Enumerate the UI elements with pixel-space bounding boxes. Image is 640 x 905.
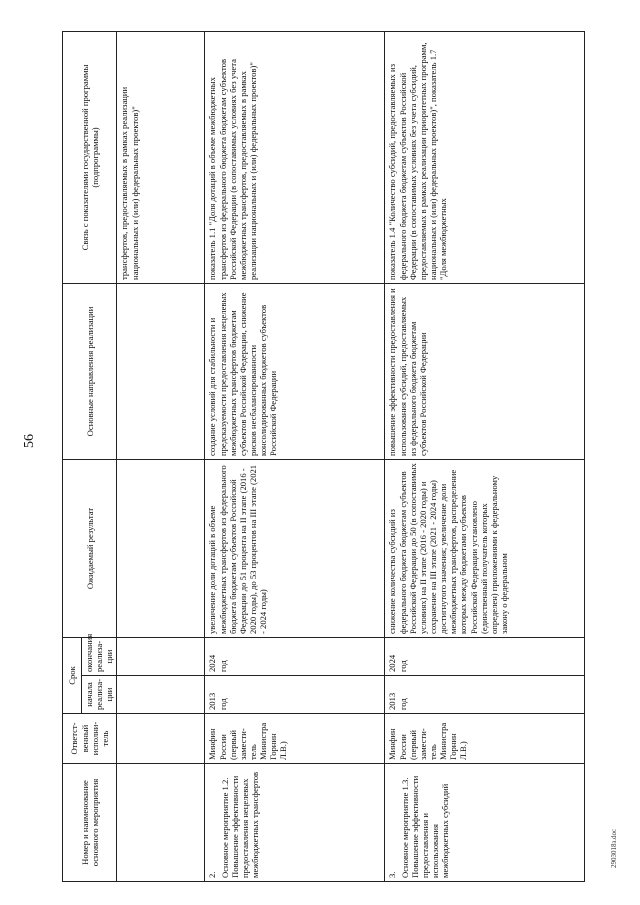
cell-link: трансфертов, предоставляемых в рамках реализации национальных и (или) федеральных проектов)" [117, 31, 205, 283]
rotated-table-container [62, 32, 606, 882]
header-responsible: Ответст-венный исполни-тель [63, 714, 117, 764]
activity-name: Основное мероприятие 1.3. Повышение эффективности предоставления и использования межбюджетных субсидий [399, 775, 451, 878]
table-row-continuation [117, 31, 205, 881]
header-directions: Основные направления реализации [63, 283, 117, 459]
cell-directions: создание условий для стабильности и предсказуемости предоставления нецелевых межбюджетных трансфертов бюджетам субъектов Российской Федерации, снижение рисков несбалансированности консолидированных бюджетов субъектов Российской Федерации [205, 283, 385, 459]
page-number-text: 56 [22, 434, 37, 448]
header-term: Срок [63, 637, 82, 713]
cell-empty [117, 714, 205, 764]
cell-number-name [205, 764, 385, 882]
activities-table [62, 31, 585, 882]
cell-link: показатель 1.1 "Доля дотаций в объеме межбюджетных трансфертов из федерального бюджета бюджетам субъектов Российской Федерации (в сопоставимых условиях без учета межбюджетных трансфертов, предоставляемых в рамках реализации национальных и (или) федеральных проектов)" [205, 31, 385, 283]
cell-empty [117, 764, 205, 882]
cell-empty [117, 676, 205, 714]
header-term-end: окончания реализа-ции [82, 637, 117, 675]
cell-result: увеличение доли дотаций в объеме межбюджетных трансфертов из федерального бюджета бюджетам субъектов Российской Федерации до 51 процента на II этапе (2016 - 2020 годы), до 53 процентов на III этапе (2021 - 2024 годы) [205, 459, 385, 637]
cell-end: 2024 год [385, 637, 585, 675]
cell-empty [117, 637, 205, 675]
cell-link: показатель 1.4 "Количество субсидий, предоставляемых из федерального бюджета бюджетам субъектов Российской Федерации (в сопоставимых условиях без учета субсидий, предоставляемых в рамках реализации приоритетных программ, национальных и (или) федеральных проектов)", показатель 1.7 "Доля межбюджетных [385, 31, 585, 283]
header-row-1 [63, 31, 82, 881]
cell-directions: повышение эффективности предоставления и использования субсидий, предоставляемых из федерального бюджета бюджетам субъектов Российской Федерации [385, 283, 585, 459]
row-number: 3. [387, 871, 398, 878]
cell-responsible: Минфин России (первый замести-тель Министра Горнин Л.В.) [205, 714, 385, 764]
header-link: Связь с показателями государственной программы (подпрограммы) [63, 31, 117, 283]
row-number: 2. [207, 871, 218, 878]
table-row [385, 31, 585, 881]
header-expected-result: Ожидаемый результат [63, 459, 117, 637]
cell-responsible: Минфин России (первый замести-тель Министра Горнин Л.В.) [385, 714, 585, 764]
table-row [205, 31, 385, 881]
cell-result: снижение количества субсидий из федерального бюджета бюджетам субъектов Российской Федерации до 50 (в сопоставимых условиях) на II этапе (2016 - 2020 годы) и сохранение на III этапе (2021 - 2024 годы) достигнутого значения; увеличение доли межбюджетных трансфертов, распределение которых между бюджетами субъектов Российской Федерации установлено (единственный получатель которых определен) приложениями к федеральному закону о федеральном [385, 459, 585, 637]
activity-name: Основное мероприятие 1.2. Повышение эффективности предоставления нецелевых межбюджетных трансфертов [219, 771, 260, 878]
cell-empty [117, 459, 205, 637]
cell-end: 2024 год [205, 637, 385, 675]
cell-start: 2013 год [385, 676, 585, 714]
cell-number-name [385, 764, 585, 882]
cell-start: 2013 год [205, 676, 385, 714]
header-number-name: Номер и наименование основного мероприятия [63, 764, 117, 882]
cell-empty [117, 283, 205, 459]
footer-filename-text: 2903018з.doc [610, 828, 618, 868]
header-term-start: начала реализа-ции [82, 676, 117, 714]
